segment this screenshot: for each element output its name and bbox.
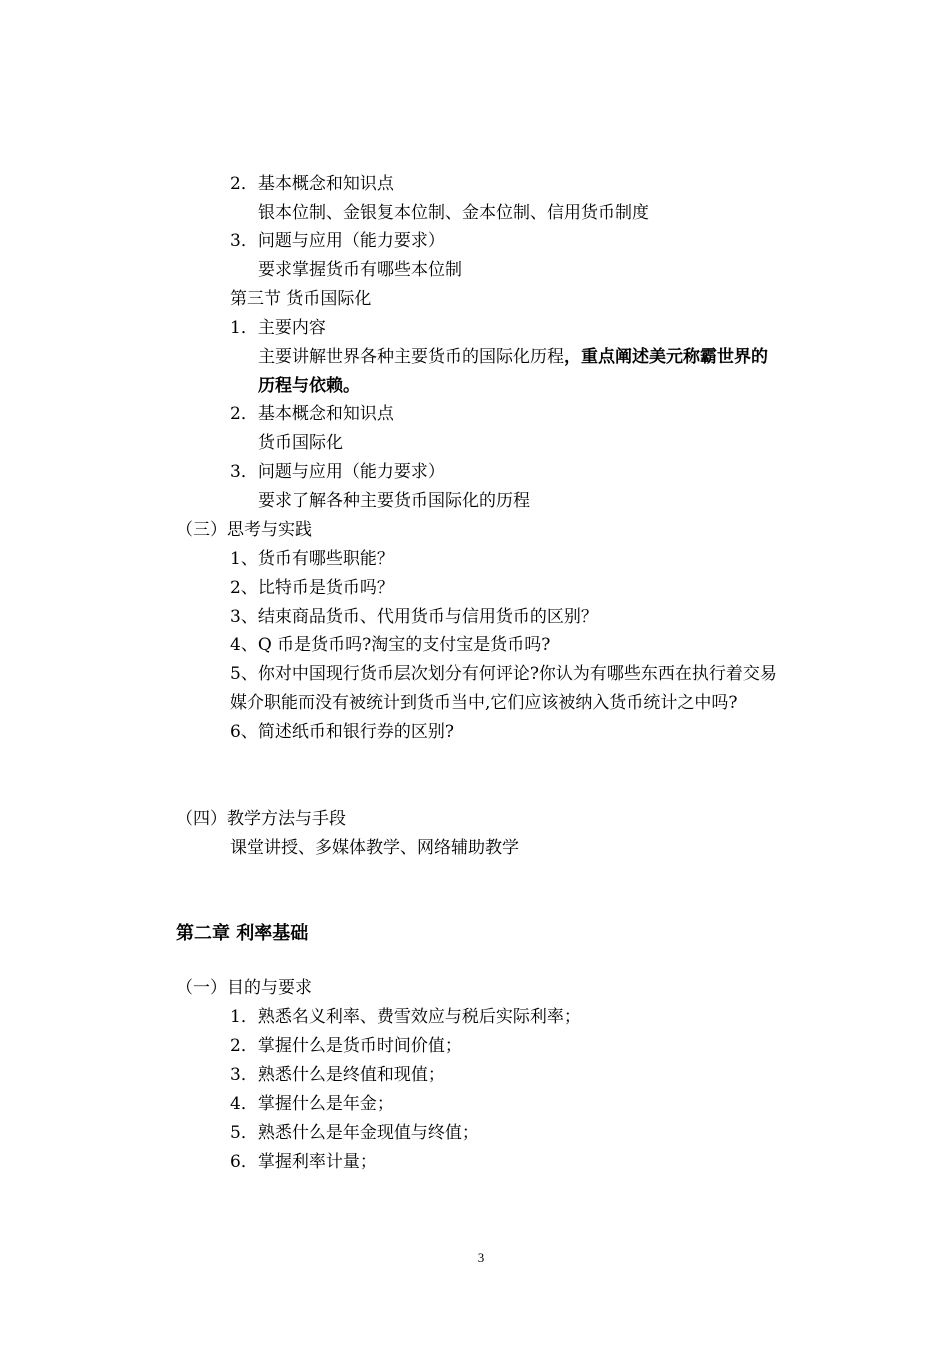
methods-heading: （四）教学方法与手段 (176, 809, 346, 829)
methods-body: 课堂讲授、多媒体教学、网络辅助教学 (230, 838, 519, 858)
section3-title: 第三节 货币国际化 (230, 289, 372, 309)
section3-item1-body-normal: 主要讲解世界各种主要货币的国际化历程 (258, 347, 564, 367)
chapter2-goal5: 5．熟悉什么是年金现值与终值； (230, 1123, 479, 1143)
chapter2-goal3: 3．熟悉什么是终值和现值； (230, 1065, 445, 1085)
section3-item3-title: 3．问题与应用（能力要求） (230, 462, 445, 482)
section3-item3-body: 要求了解各种主要货币国际化的历程 (258, 491, 530, 511)
thinking-q5-line2: 媒介职能而没有被统计到货币当中,它们应该被纳入货币统计之中吗? (230, 693, 738, 713)
section3-item1-body (258, 345, 768, 369)
chapter2-goal1: 1．熟悉名义利率、费雪效应与税后实际利率； (230, 1007, 581, 1027)
thinking-heading: （三）思考与实践 (176, 520, 312, 540)
thinking-q5-line1: 5、你对中国现行货币层次划分有何评论?你认为有哪些东西在执行着交易 (230, 664, 777, 684)
chapter2-goal2: 2．掌握什么是货币时间价值； (230, 1036, 462, 1056)
chapter2-goal4: 4．掌握什么是年金； (230, 1094, 394, 1114)
section3-item1-body-emphasis: ，重点阐述美元称霸世界的 (564, 347, 768, 367)
section3-item2-body: 货币国际化 (258, 433, 343, 453)
chapter2-title: 第二章 利率基础 (176, 923, 309, 944)
section2-item3-title: 3．问题与应用（能力要求） (230, 231, 445, 251)
thinking-q4: 4、Q 币是货币吗?淘宝的支付宝是货币吗? (230, 635, 551, 655)
section3-item1-body-emphasis-cont: 历程与依赖。 (258, 376, 360, 396)
chapter2-goals-heading: （一）目的与要求 (176, 978, 312, 998)
chapter2-goal6: 6．掌握利率计量； (230, 1152, 377, 1172)
thinking-q1: 1、货币有哪些职能？ (230, 549, 394, 569)
thinking-q3: 3、结束商品货币、代用货币与信用货币的区别？ (230, 607, 598, 627)
section2-item2-body: 银本位制、金银复本位制、金本位制、信用货币制度 (258, 203, 649, 223)
section2-item2-title: 2．基本概念和知识点 (230, 174, 394, 194)
thinking-q2: 2、比特币是货币吗？ (230, 578, 394, 598)
section2-item3-body: 要求掌握货币有哪些本位制 (258, 260, 462, 280)
section3-item2-title: 2．基本概念和知识点 (230, 404, 394, 424)
thinking-q6: 6、简述纸币和银行券的区别? (230, 722, 454, 742)
section3-item1-title: 1．主要内容 (230, 318, 326, 338)
page-number: 3 (477, 1250, 485, 1265)
